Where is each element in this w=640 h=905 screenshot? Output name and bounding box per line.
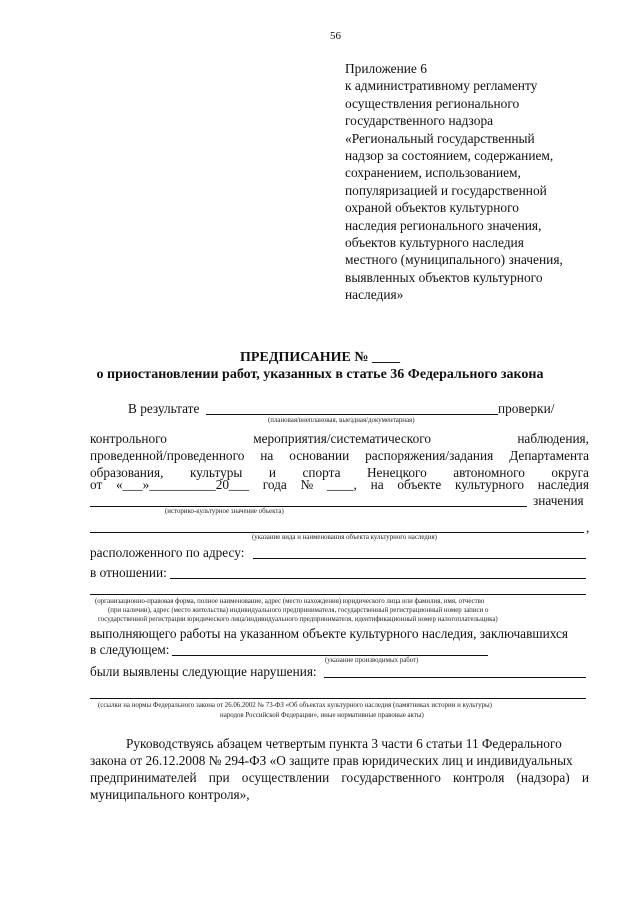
fill-line (90, 594, 586, 595)
paragraph-line (90, 770, 589, 786)
appendix-line: наследия регионального значения, (345, 217, 542, 233)
appendix-line: «Региональный государственный (345, 130, 535, 146)
appendix-line: популяризацией и государственной (345, 182, 547, 198)
field-caption: народов Российской Федерации», иные нормативные правовые акты) (220, 712, 424, 719)
word: при (208, 770, 230, 785)
word: культурного (454, 477, 524, 492)
appendix-line: охраной объектов культурного (345, 200, 519, 216)
form-text: В результате (128, 401, 200, 416)
appendix-line: местного (муниципального) значения, (345, 252, 563, 268)
word: (надзора) (516, 770, 570, 785)
word: округа (551, 465, 589, 480)
number-field: ____, (326, 477, 357, 492)
word: на (260, 448, 274, 463)
fill-line (170, 578, 586, 579)
fill-line (90, 506, 527, 507)
form-text: в следующем: (90, 642, 170, 657)
appendix-line: объектов культурного наследия (345, 235, 524, 251)
word: культуры (189, 465, 243, 480)
word: Ненецкого (366, 465, 427, 480)
word: объекте (397, 477, 442, 492)
word: наследия (537, 477, 589, 492)
form-text: в отношении: (90, 565, 167, 580)
word: контроля (452, 770, 505, 785)
word: года (262, 477, 287, 492)
document-title: ПРЕДПИСАНИЕ № ____ (240, 350, 400, 365)
appendix-line: сохранением, использованием, (345, 165, 521, 181)
word: наблюдения, (517, 431, 589, 446)
document-subtitle: о приостановлении работ, указанных в статье 36 Федерального закона (96, 367, 544, 382)
form-line (90, 448, 589, 464)
field-caption: (ссылки на нормы Федерального закона от 26.06.2002 № 73-ФЗ «Об объектах культурного наследия (памятниках истории и культуры) (98, 702, 492, 709)
word: № (300, 477, 314, 492)
word: спорта (302, 465, 341, 480)
word: осуществлении (241, 770, 330, 785)
paragraph-line: Руководствуясь абзацем четвертым пункта 3 части 6 статьи 11 Федерального (126, 736, 562, 751)
fill-line (206, 414, 498, 415)
appendix-line: выявленных объектов культурного (345, 269, 543, 285)
word: автономного (453, 465, 525, 480)
fill-line (172, 655, 488, 656)
word: мероприятия/систематического (253, 431, 432, 446)
appendix-line: Приложение 6 (345, 61, 427, 76)
appendix-line: осуществления регионального (345, 95, 520, 111)
word: распоряжения/задания (365, 448, 494, 463)
fill-line (253, 558, 586, 559)
field-caption: (при наличии), адрес (место жительства) индивидуального предпринимателя, государственный регистрационный номер записи о (108, 607, 489, 614)
field-caption: государственной регистрации юридического лица/индивидуального предпринимателя, идентификационный номер налогоплательщика) (98, 616, 498, 623)
date-field: «___»__________20___ (116, 477, 249, 492)
word: проведенной/проведенного (90, 448, 245, 463)
form-text: , (586, 520, 590, 535)
field-caption: (историко-культурное значение объекта) (165, 508, 284, 515)
fill-line (90, 532, 584, 533)
word: основании (289, 448, 350, 463)
word: образования, (90, 465, 164, 480)
word: предпринимателей (90, 770, 197, 785)
paragraph-line: муниципального контроля», (90, 787, 250, 802)
fill-line (324, 677, 586, 678)
word: и (581, 770, 589, 785)
word: от (90, 477, 103, 492)
word: Департамента (509, 448, 589, 463)
form-text: проверки/ (498, 401, 555, 416)
word: и (268, 465, 276, 480)
appendix-line: наследия» (345, 287, 404, 303)
form-text: были выявлены следующие нарушения: (90, 664, 317, 679)
field-caption: (указание производимых работ) (325, 657, 419, 664)
word: контрольного (90, 431, 167, 446)
appendix-block (345, 60, 607, 304)
appendix-line: к административному регламенту (345, 78, 538, 94)
word: государственного (341, 770, 441, 785)
field-caption: (указание вида и наименования объекта культурного наследия) (252, 534, 437, 541)
form-line (90, 477, 589, 493)
form-text: значения (533, 493, 584, 508)
form-text: выполняющего работы на указанном объекте культурного наследия, заключавшихся (90, 626, 568, 641)
paragraph-line: закона от 26.12.2008 № 294-ФЗ «О защите прав юридических лиц и индивидуальных (90, 753, 573, 768)
fill-line (90, 698, 586, 699)
word: на (370, 477, 384, 492)
appendix-line: надзор за состоянием, содержанием, (345, 148, 554, 164)
form-text: расположенного по адресу: (90, 545, 245, 560)
page-number: 56 (330, 30, 341, 42)
form-line (90, 431, 589, 447)
field-caption: (организационно-правовая форма, полное наименование, адрес (место нахождения) юридического лица или фамилия, имя, отчество (95, 598, 485, 605)
field-caption: (плановая/внеплановая, выездная/документарная) (268, 417, 415, 424)
appendix-line: государственного надзора (345, 113, 494, 129)
